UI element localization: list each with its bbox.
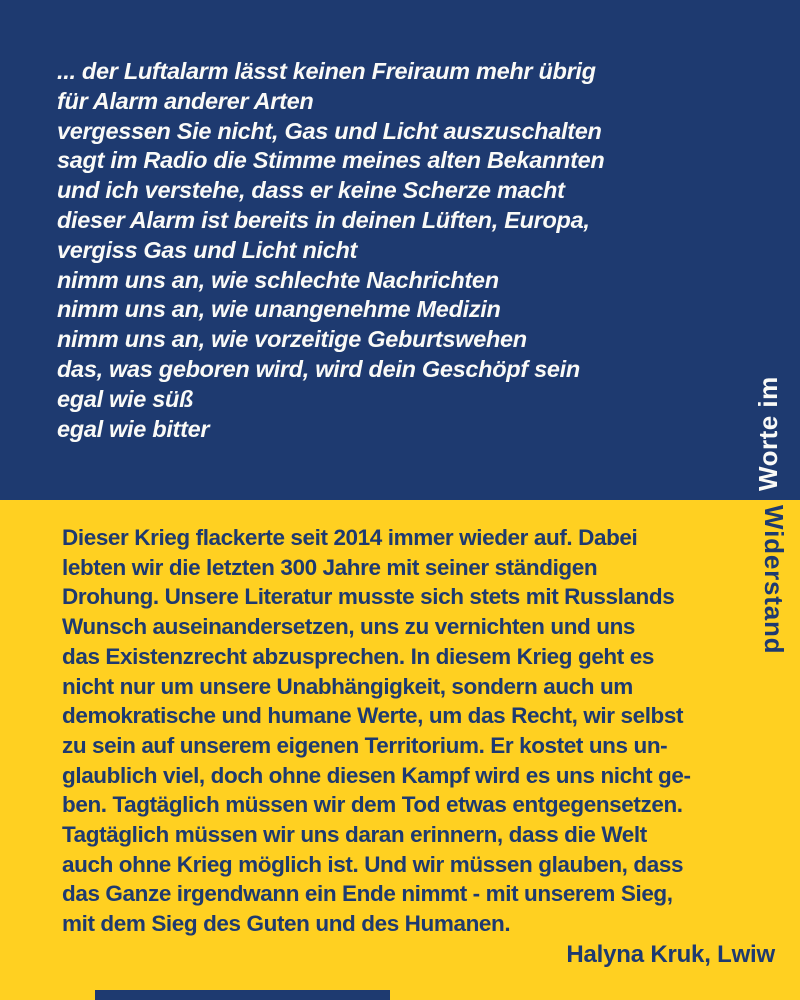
vertical-banner-widerstand: Widerstand: [759, 505, 789, 655]
text-line: Drohung. Unsere Literatur musste sich stets mit Russlands: [62, 584, 675, 610]
text-line: demokratische und humane Werte, um das Recht, wir selbst: [62, 703, 684, 729]
vertical-banner-worte-im: Worte im: [753, 376, 783, 491]
text-line: und ich verstehe, dass er keine Scherze macht: [57, 177, 565, 204]
text-line: nimm uns an, wie unangenehme Medizin: [57, 296, 501, 323]
text-line: Wunsch auseinandersetzen, uns zu vernichten und uns: [62, 614, 636, 640]
text-line: das, was geboren wird, wird dein Geschöpf sein: [57, 355, 580, 382]
text-line: mit dem Sieg des Guten und des Humanen.: [62, 911, 511, 937]
text-line: ben. Tagtäglich müssen wir dem Tod etwas entgegensetzen.: [62, 792, 683, 818]
text-line: für Alarm anderer Arten: [57, 87, 314, 114]
text-line: auch ohne Krieg möglich ist. Und wir müssen glauben, dass: [62, 851, 684, 877]
text-line: nicht nur um unsere Unabhängigkeit, sondern auch um: [62, 673, 633, 699]
text-line: glaublich viel, doch ohne diesen Kampf wird es uns nicht ge-: [62, 762, 691, 788]
text-line: lebten wir die letzten 300 Jahre mit seiner ständigen: [62, 554, 598, 580]
text-line: das Existenzrecht abzusprechen. In diesem Krieg geht es: [62, 643, 654, 669]
text-line: nimm uns an, wie schlechte Nachrichten: [57, 266, 499, 293]
author-attribution: Halyna Kruk, Lwiw: [566, 941, 775, 968]
text-line: Tagtäglich müssen wir uns daran erinnern, dass die Welt: [62, 822, 647, 848]
text-line: egal wie süß: [57, 385, 194, 412]
text-line: sagt im Radio die Stimme meines alten Bekannten: [57, 147, 605, 174]
text-line: vergessen Sie nicht, Gas und Licht auszuschalten: [57, 117, 602, 144]
essay-text: [62, 523, 722, 939]
text-line: nimm uns an, wie vorzeitige Geburtswehen: [57, 326, 527, 353]
text-line: dieser Alarm ist bereits in deinen Lüften, Europa,: [57, 206, 590, 233]
text-line: zu sein auf unserem eigenen Territorium. Er kostet uns un-: [62, 732, 668, 758]
text-line: das Ganze irgendwann ein Ende nimmt - mit unserem Sieg,: [62, 881, 673, 907]
poem-text: [57, 57, 677, 444]
text-line: Dieser Krieg flackerte seit 2014 immer wieder auf. Dabei: [62, 525, 638, 550]
text-line: vergiss Gas und Licht nicht: [57, 236, 358, 263]
text-line: ... der Luftalarm lässt keinen Freiraum mehr übrig: [57, 58, 596, 84]
text-line: egal wie bitter: [57, 415, 210, 442]
footer-accent-bar: [95, 990, 390, 1000]
